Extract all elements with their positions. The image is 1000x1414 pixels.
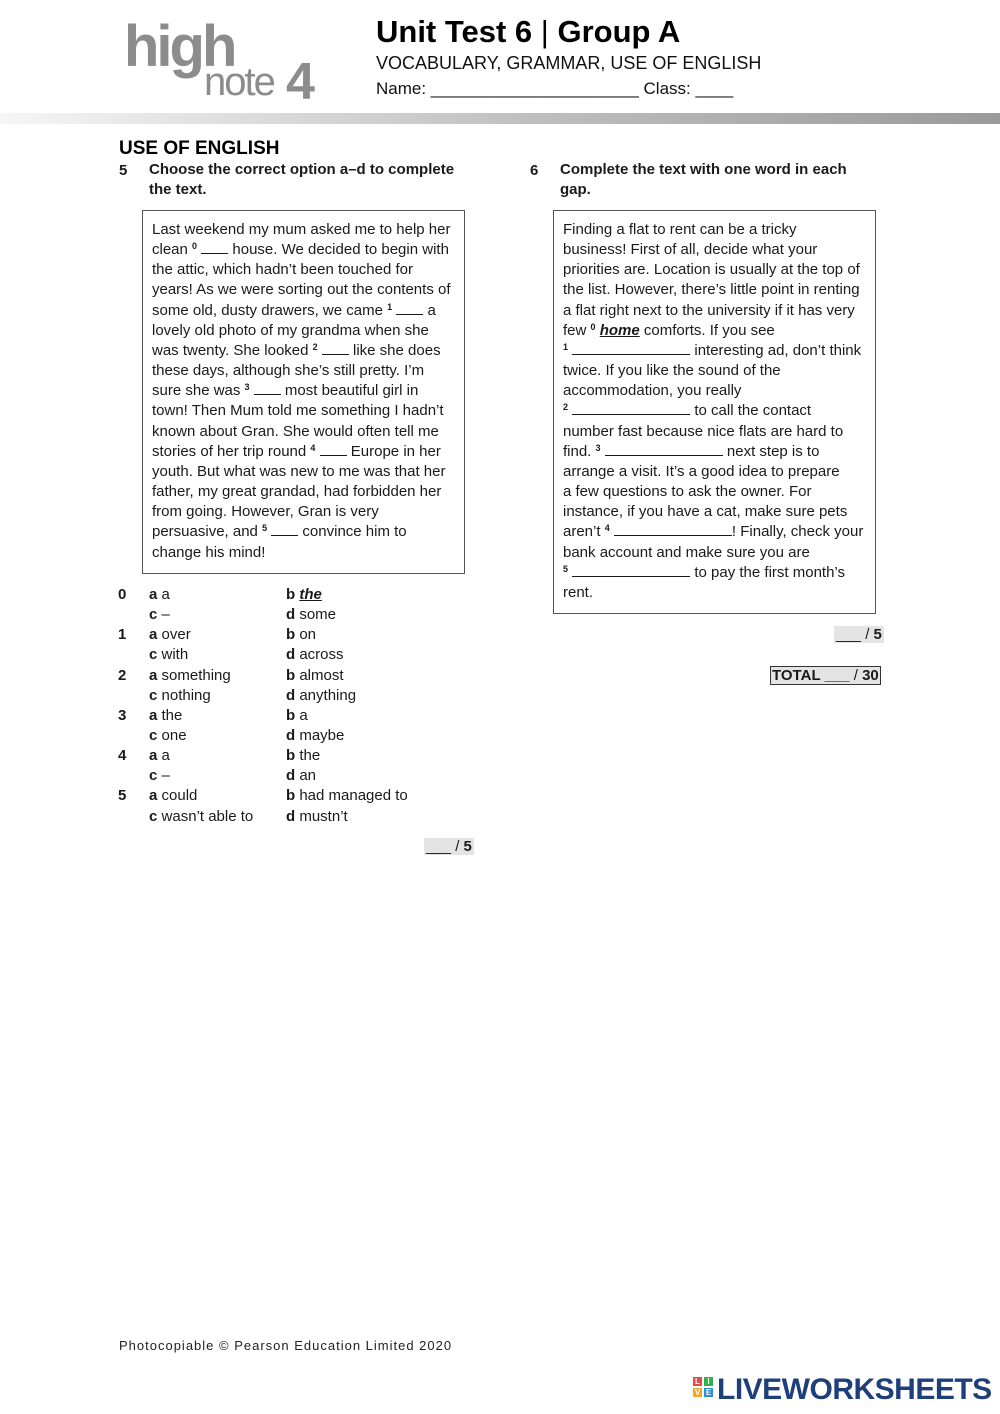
copyright-footer: Photocopiable © Pearson Education Limited 2020: [119, 1338, 453, 1353]
name-class-line: Name: ______________________ Class: ____: [376, 79, 734, 98]
option-c[interactable]: c –: [149, 767, 170, 785]
option-c[interactable]: c one: [149, 726, 187, 744]
gap-blank[interactable]: [605, 442, 723, 456]
liveworksheets-wordmark: LIVEWORKSHEETS: [717, 1373, 992, 1406]
gap-blank[interactable]: [320, 442, 347, 456]
exercise-6-instruction: [560, 160, 847, 200]
gap-blank[interactable]: [614, 522, 732, 536]
text-line: stories of her trip round $^4$ Europe in her: [152, 442, 441, 460]
total-score[interactable]: TOTAL ___ / 30: [772, 667, 879, 684]
text-line: the attic, which hadn’t been touched for: [152, 261, 414, 279]
option-c[interactable]: c with: [149, 646, 189, 664]
option-b[interactable]: b the: [286, 747, 321, 765]
option-b[interactable]: b the: [286, 586, 322, 603]
exercise-5-options: [118, 585, 478, 827]
text-line: $^1$ interesting ad, don’t think: [563, 341, 862, 359]
exercise-5-instruction: [149, 160, 454, 200]
option-c[interactable]: c nothing: [149, 686, 211, 704]
gap-number: 4: [310, 442, 316, 453]
item-number: 4: [118, 747, 127, 765]
gap-blank[interactable]: [572, 563, 690, 577]
section-title: USE OF ENGLISH: [119, 138, 280, 159]
text-line: these days, although she’s still pretty. I’m: [152, 362, 425, 380]
text-line: $^2$ to call the contact: [563, 402, 812, 420]
text-line: $^5$ to pay the first month’s: [563, 563, 845, 581]
option-d[interactable]: d mustn’t: [286, 807, 348, 825]
gap-blank[interactable]: [572, 341, 690, 355]
text-line: accommodation, you really: [563, 382, 742, 400]
item-number: 1: [118, 626, 127, 644]
text-line: instance, if you have a cat, make sure pets: [563, 503, 848, 521]
text-line: from going. However, Gran is very: [152, 503, 379, 521]
gap-number: 1: [387, 301, 393, 312]
title-main: Unit Test 6: [376, 14, 533, 49]
text-line: some old, dusty drawers, we came $^1$ a: [152, 301, 436, 319]
gap-number: 2: [563, 402, 569, 413]
text-line: the list. However, there’s little point in renting: [563, 281, 860, 299]
option-d[interactable]: d maybe: [286, 726, 345, 744]
gap-number: 4: [604, 523, 610, 534]
text-line: number fast because nice flats are hard to: [563, 422, 844, 440]
option-a[interactable]: a the: [149, 706, 183, 724]
option-a[interactable]: a over: [149, 626, 191, 644]
title-separator: |: [540, 14, 549, 49]
option-row: [118, 786, 478, 806]
text-line: rent.: [563, 583, 594, 601]
exercise-5-number: 5: [119, 162, 128, 179]
text-line: arrange a visit. It’s a good idea to prepare: [563, 462, 840, 480]
option-d[interactable]: d an: [286, 767, 317, 785]
logo-word-high: high: [124, 14, 235, 79]
text-line: business! First of all, decide what your: [563, 241, 818, 259]
text-line: a flat right next to the university if it has very: [563, 301, 855, 319]
item-number: 3: [118, 706, 127, 724]
high-note-logo: [124, 14, 334, 113]
instruction-line: gap.: [560, 181, 591, 198]
text-line: twice. If you like the sound of the: [563, 362, 781, 380]
text-line: few $^0$ home comforts. If you see: [563, 321, 775, 339]
gap-blank[interactable]: [254, 381, 281, 395]
page-subtitle: VOCABULARY, GRAMMAR, USE OF ENGLISH: [376, 53, 762, 73]
option-row: [118, 706, 478, 726]
option-row: [118, 585, 478, 605]
item-number: 0: [118, 586, 127, 603]
gap-blank[interactable]: [271, 522, 298, 536]
text-line: find. $^3$ next step is to: [563, 442, 820, 460]
gap-number: 0: [590, 321, 596, 332]
option-a[interactable]: a a: [149, 747, 170, 765]
gap-number: 5: [262, 523, 268, 534]
exercise-5-text-box: [142, 210, 465, 574]
option-b[interactable]: b almost: [286, 666, 344, 684]
gap-blank[interactable]: [201, 240, 228, 254]
text-line: years! As we were sorting out the contents of: [152, 281, 451, 299]
live-tiles-icon: L I V E: [694, 1377, 712, 1397]
option-row: [118, 746, 478, 766]
gap-blank[interactable]: [322, 341, 349, 355]
option-d[interactable]: d some: [286, 606, 337, 624]
logo-word-note: note: [204, 60, 274, 104]
title-group: Group A: [557, 14, 681, 49]
page-title: [376, 14, 680, 50]
option-b[interactable]: b a: [286, 706, 308, 724]
gap-number: 3: [595, 442, 601, 453]
option-row: [118, 645, 478, 665]
option-a[interactable]: a could: [149, 787, 198, 805]
option-row: [118, 807, 478, 827]
text-line: Last weekend my mum asked me to help her: [152, 221, 451, 238]
exercise-6-text-box: [553, 210, 876, 614]
option-a[interactable]: a something: [149, 666, 231, 684]
gap-number: 2: [312, 341, 318, 352]
exercise-6-number: 6: [530, 162, 539, 179]
option-d[interactable]: d anything: [286, 686, 357, 704]
text-line: bank account and make sure you are: [563, 543, 810, 561]
text-line: priorities are. Location is usually at the top of: [563, 261, 860, 279]
text-line: town! Then Mum told me something I hadn’t: [152, 402, 444, 420]
text-line: father, my great grandad, had forbidden her: [152, 483, 442, 501]
gap-number: 5: [563, 563, 569, 574]
text-line: aren’t $^4$ ! Finally, check your: [563, 523, 864, 541]
text-line: a few questions to ask the owner. For: [563, 483, 812, 501]
option-d[interactable]: d across: [286, 646, 344, 664]
text-line: Finding a flat to rent can be a tricky: [563, 221, 797, 238]
option-row: [118, 625, 478, 645]
text-line: lovely old photo of my grandma when she: [152, 321, 429, 339]
text-line: persuasive, and $^5$ convince him to: [152, 523, 407, 541]
option-c[interactable]: c –: [149, 606, 170, 624]
option-row: [118, 605, 478, 625]
option-b[interactable]: b had managed to: [286, 787, 408, 805]
header-band: [0, 113, 1000, 124]
option-a[interactable]: a a: [149, 586, 170, 603]
example-answer: home: [599, 321, 640, 339]
exercise-6-score[interactable]: ___ / 5: [836, 626, 882, 643]
text-line: known about Gran. She would often tell me: [152, 422, 439, 440]
option-row: [118, 766, 478, 786]
gap-blank[interactable]: [396, 301, 423, 315]
instruction-line: Complete the text with one word in each: [560, 161, 847, 178]
item-number: 5: [118, 787, 127, 805]
text-line: youth. But what was new to me was that her: [152, 462, 446, 480]
gap-number: 1: [563, 341, 569, 352]
text-line: was twenty. She looked $^2$ like she does: [152, 341, 441, 359]
option-c[interactable]: c wasn’t able to: [149, 807, 254, 825]
text-line: clean $^0$ house. We decided to begin with: [152, 241, 449, 259]
exercise-5-score[interactable]: ___ / 5: [426, 838, 472, 855]
gap-blank[interactable]: [572, 401, 690, 415]
text-line: change his mind!: [152, 543, 266, 561]
text-line: sure she was $^3$ most beautiful girl in: [152, 382, 419, 400]
instruction-line: the text.: [149, 181, 207, 198]
instruction-line: Choose the correct option a–d to complete: [149, 161, 455, 178]
gap-number: 3: [244, 382, 250, 393]
option-b[interactable]: b on: [286, 626, 317, 644]
option-row: [118, 726, 478, 746]
logo-number: 4: [286, 53, 315, 111]
option-row: [118, 666, 478, 686]
item-number: 2: [118, 666, 127, 684]
gap-number: 0: [192, 241, 198, 252]
option-row: [118, 686, 478, 706]
